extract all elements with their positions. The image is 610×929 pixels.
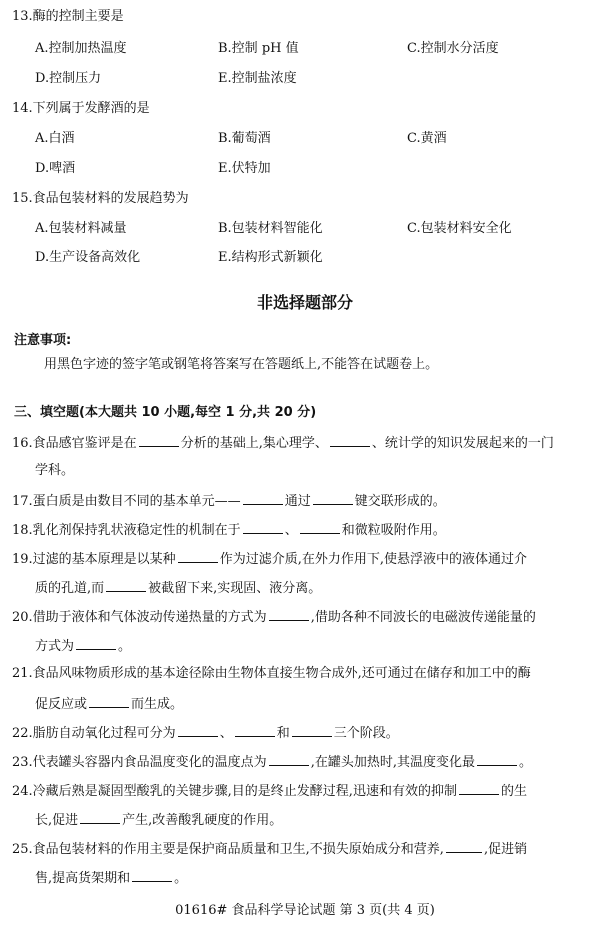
- q18-blank-2[interactable]: [300, 520, 340, 534]
- q17-blank-2[interactable]: [313, 491, 353, 505]
- q14-option-a: A.白酒: [35, 131, 75, 146]
- q23-blank-1[interactable]: [269, 752, 309, 766]
- q25-blank-1[interactable]: [446, 839, 482, 853]
- q24-blank-1[interactable]: [459, 781, 499, 795]
- q22-text-2: 、: [219, 726, 233, 741]
- q13-option-d: D.控制压力: [35, 71, 102, 86]
- q23-text-2: ,在罐头加热时,其温度变化最: [310, 755, 475, 770]
- q14-option-d: D.啤酒: [35, 161, 76, 176]
- q18-text-3: 和微粒吸附作用。: [341, 523, 446, 538]
- notice-text: 用黑色字迹的签字笔或钢笔将答案写在答题纸上,不能答在试题卷上。: [44, 357, 439, 372]
- q22-blank-1[interactable]: [178, 723, 218, 737]
- q17-text-2: 通过: [284, 494, 311, 509]
- q13-option-c: C.控制水分活度: [407, 41, 499, 56]
- q17-line: [12, 491, 446, 511]
- q20-blank-2[interactable]: [76, 636, 116, 650]
- q13-option-e: E.控制盐浓度: [218, 71, 297, 86]
- q17-text-3: 键交联形成的。: [354, 494, 446, 509]
- q16-blank-2[interactable]: [330, 433, 370, 447]
- q21-text-2: 促反应或: [35, 697, 88, 712]
- q22-text-3: 和: [276, 726, 290, 741]
- q22-blank-3[interactable]: [292, 723, 332, 737]
- q23-blank-2[interactable]: [477, 752, 517, 766]
- q13-option-a: A.控制加热温度: [35, 41, 127, 56]
- q20-line2: [35, 636, 131, 656]
- q18-line: [12, 520, 446, 540]
- q22-text-1: 22.脂肪自动氧化过程可分为: [12, 726, 176, 741]
- notice-heading: 注意事项:: [14, 333, 72, 348]
- q19-text-4: 被截留下来,实现固、液分离。: [148, 581, 322, 596]
- q16-text-2: 分析的基础上,集心理学、: [180, 436, 328, 451]
- q20-text-4: 。: [118, 639, 132, 654]
- q16-text-3: 、统计学的知识发展起来的一门: [371, 436, 554, 451]
- q15-option-d: D.生产设备高效化: [35, 250, 141, 265]
- q24-text-2: 的生: [500, 784, 527, 799]
- q19-line1: [12, 549, 527, 569]
- q22-blank-2[interactable]: [235, 723, 275, 737]
- q14-option-e: E.伏特加: [218, 161, 271, 176]
- q25-text-1: 25.食品包装材料的作用主要是保护商品质量和卫生,不损失原始成分和营养,: [12, 842, 444, 857]
- q15-option-b: B.包装材料智能化: [218, 221, 323, 236]
- q24-text-1: 24.冷藏后熟是凝固型酸乳的关键步骤,目的是终止发酵过程,迅速和有效的抑制: [12, 784, 457, 799]
- q20-blank-1[interactable]: [269, 607, 309, 621]
- q14-stem: 14.下列属于发酵酒的是: [12, 101, 150, 116]
- q21-line2: [35, 694, 183, 714]
- q25-line2: [35, 868, 187, 888]
- q21-blank-1[interactable]: [89, 694, 129, 708]
- q23-line: [12, 752, 532, 772]
- q16-line1: [12, 433, 554, 453]
- q24-blank-2[interactable]: [80, 810, 120, 824]
- q15-option-a: A.包装材料减量: [35, 221, 127, 236]
- q25-text-3: 售,提高货架期和: [35, 871, 131, 886]
- q13-stem: 13.酶的控制主要是: [12, 9, 124, 24]
- q20-text-3: 方式为: [35, 639, 75, 654]
- q18-blank-1[interactable]: [243, 520, 283, 534]
- q14-option-c: C.黄酒: [407, 131, 447, 146]
- q20-text-1: 20.借助于液体和气体波动传递热量的方式为: [12, 610, 267, 625]
- q19-line2: [35, 578, 321, 598]
- q19-blank-1[interactable]: [178, 549, 218, 563]
- q22-text-4: 三个阶段。: [333, 726, 399, 741]
- q16-text-1: 16.食品感官鉴评是在: [12, 436, 137, 451]
- q24-text-3: 长,促进: [35, 813, 79, 828]
- q16-line2: 学科。: [35, 463, 75, 478]
- q21-line1: 21.食品风味物质形成的基本途径除由生物体直接生物合成外,还可通过在储存和加工中的酶: [12, 666, 531, 681]
- q15-stem: 15.食品包装材料的发展趋势为: [12, 191, 189, 206]
- q20-text-2: ,借助各种不同波长的电磁波传递能量的: [310, 610, 536, 625]
- q17-blank-1[interactable]: [243, 491, 283, 505]
- q24-line1: [12, 781, 527, 801]
- q15-option-e: E.结构形式新颖化: [218, 250, 323, 265]
- q21-text-3: 而生成。: [131, 697, 184, 712]
- q25-text-2: ,促进销: [483, 842, 528, 857]
- q22-line: [12, 723, 399, 743]
- q19-text-2: 作为过滤介质,在外力作用下,使悬浮液中的液体通过介: [219, 552, 527, 567]
- q13-option-b: B.控制 pH 值: [218, 41, 299, 56]
- page-footer: 01616# 食品科学导论试题 第 3 页(共 4 页): [175, 903, 435, 918]
- q25-blank-2[interactable]: [132, 868, 172, 882]
- q18-text-1: 18.乳化剂保持乳状液稳定性的机制在于: [12, 523, 241, 538]
- q17-text-1: 17.蛋白质是由数目不同的基本单元——: [12, 494, 241, 509]
- q18-text-2: 、: [284, 523, 298, 538]
- q20-line1: [12, 607, 536, 627]
- q19-blank-2[interactable]: [106, 578, 146, 592]
- q19-text-3: 质的孔道,而: [35, 581, 105, 596]
- part3-heading: 三、填空题(本大题共 10 小题,每空 1 分,共 20 分): [14, 405, 317, 420]
- q14-option-b: B.葡萄酒: [218, 131, 271, 146]
- q24-line2: [35, 810, 282, 830]
- q23-text-1: 23.代表罐头容器内食品温度变化的温度点为: [12, 755, 267, 770]
- q16-blank-1[interactable]: [139, 433, 179, 447]
- section-title: 非选择题部分: [256, 293, 353, 312]
- q25-text-4: 。: [174, 871, 188, 886]
- q23-text-3: 。: [518, 755, 532, 770]
- q25-line1: [12, 839, 527, 859]
- q24-text-4: 产生,改善酸乳硬度的作用。: [122, 813, 283, 828]
- q19-text-1: 19.过滤的基本原理是以某种: [12, 552, 176, 567]
- q15-option-c: C.包装材料安全化: [407, 221, 512, 236]
